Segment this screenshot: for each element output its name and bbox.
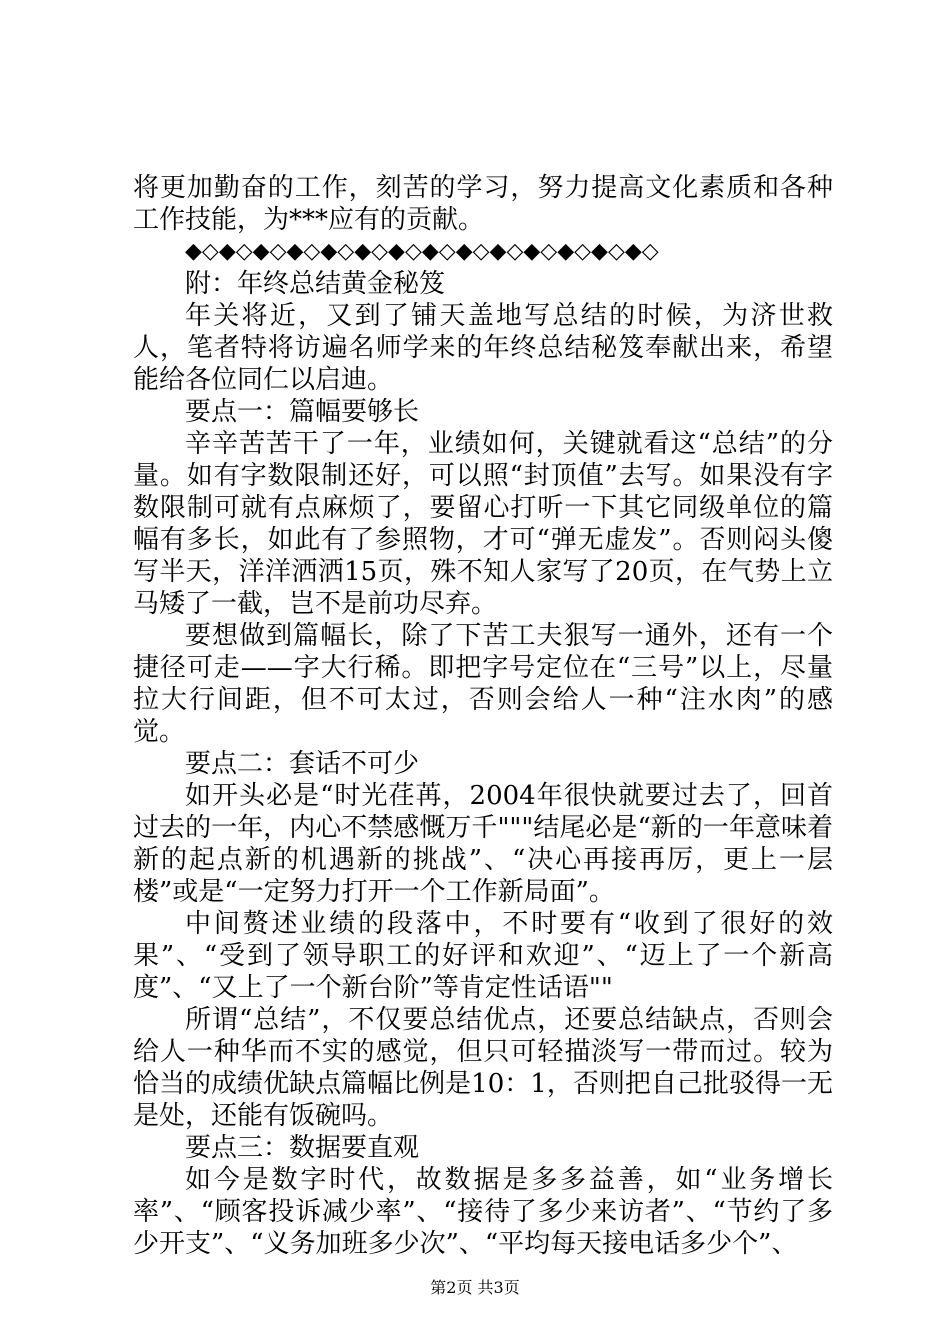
diamond-divider: ◆◇◆◇◆◇◆◇◆◇◆◇◆◇◆◇◆◇◆◇◆◇◆◇◆◇◆◇ (185, 239, 659, 264)
document-body (133, 172, 833, 1260)
paragraph-section-1b: 要想做到篇幅长，除了下苦工夫狠写一通外，还有一个捷径可走——字大行稀。即把字号定位在“三号”以上，尽量拉大行间距，但不可太过，否则会给人一种“注水肉”的感觉。 (133, 621, 833, 747)
section-heading-1: 要点一：篇幅要够长 (185, 397, 420, 427)
paragraph-section-1a: 辛辛苦苦干了一年，业绩如何，关键就看这“总结”的分量。如有字数限制还好，可以照“封顶值”去写。如果没有字数限制可就有点麻烦了，要留心打听一下其它同级单位的篇幅有多长，如此有了参照物，才可“弹无虚发”。否则闷头傻写半天，洋洋洒洒15页，殊不知人家写了20页，在气势上立马矮了一截，岂不是前功尽弃。 (133, 429, 833, 619)
paragraph-section-2a: 如开头必是“时光荏苒，2004年很快就要过去了，回首过去的一年，内心不禁感慨万千"""结尾必是“新的一年意味着新的起点新的机遇新的挑战”、“决心再接再厉，更上一层楼”或是“一定努力打开一个工作新局面”。 (133, 781, 833, 907)
paragraph-section-3a: 如今是数字时代，故数据是多多益善，如“业务增长率”、“顾客投诉减少率”、“接待了多少来访者”、“节约了多少开支”、“义务加班多少次”、“平均每天接电话多少个”、 (133, 1165, 833, 1259)
appendix-title: 附：年终总结黄金秘笈 (185, 269, 446, 299)
paragraph-continuation: 将更加勤奋的工作，刻苦的学习，努力提高文化素质和各种工作技能，为***应有的贡献。 (133, 173, 833, 235)
section-heading-2: 要点二：套话不可少 (185, 749, 420, 779)
paragraph-section-2b: 中间赘述业绩的段落中，不时要有“收到了很好的效果”、“受到了领导职工的好评和欢迎”、“迈上了一个新高度”、“又上了一个新台阶”等肯定性话语"" (133, 909, 833, 1003)
section-heading-3: 要点三：数据要直观 (185, 1133, 420, 1163)
paragraph-intro: 年关将近，又到了铺天盖地写总结的时候，为济世救人，笔者特将访遍名师学来的年终总结秘笈奉献出来，希望能给各位同仁以启迪。 (133, 301, 833, 395)
page-number-footer: 第2页 共3页 (430, 1278, 520, 1297)
paragraph-section-2c: 所谓“总结”，不仅要总结优点，还要总结缺点，否则会给人一种华而不实的感觉，但只可轻描淡写一带而过。较为恰当的成绩优缺点篇幅比例是10：1，否则把自己批驳得一无是处，还能有饭碗吗。 (133, 1005, 833, 1131)
